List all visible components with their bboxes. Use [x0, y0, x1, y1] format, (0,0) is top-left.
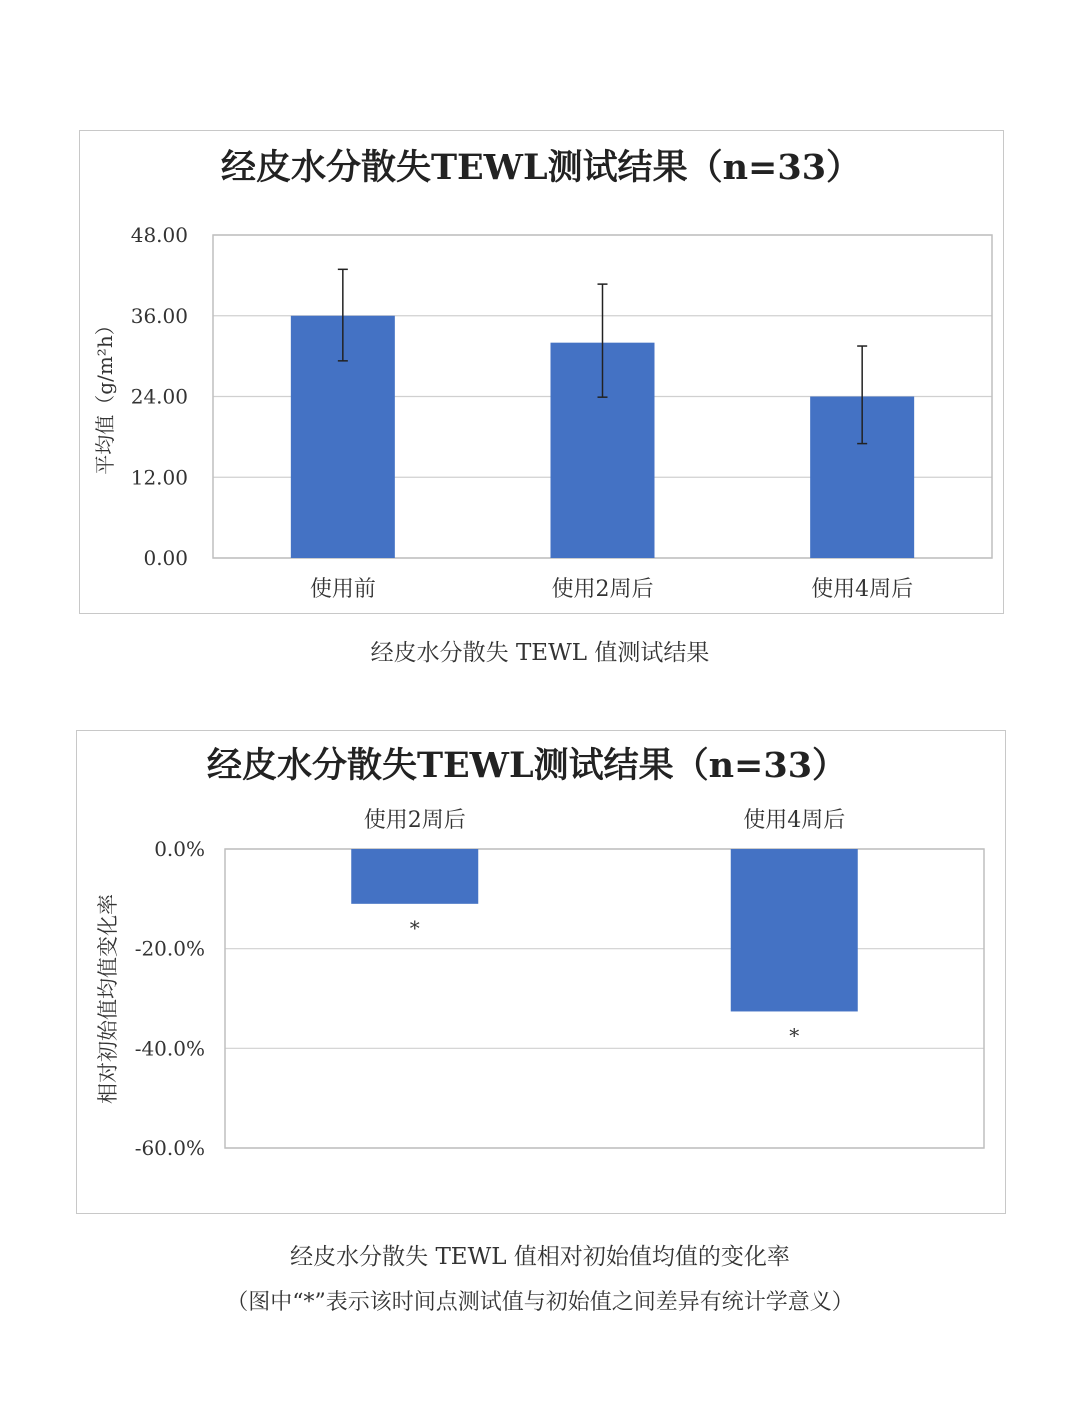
chart2-y-tick-label: -20.0% — [134, 936, 205, 961]
chart2-significance-marker: * — [789, 1023, 800, 1048]
chart1-title: 经皮水分散失TEWL测试结果（n=33） — [220, 147, 862, 188]
chart1-y-axis-title: 平均值（g/m²h） — [93, 315, 117, 475]
chart2-bar — [731, 849, 858, 1011]
chart1-y-tick-label: 0.00 — [143, 546, 188, 570]
chart2-significance-marker: * — [409, 915, 420, 940]
chart2-category-label: 使用2周后 — [363, 808, 466, 833]
chart1-y-tick-label: 36.00 — [130, 303, 188, 328]
chart1-category-label: 使用2周后 — [551, 577, 654, 602]
chart1-y-tick-label: 24.00 — [130, 384, 188, 409]
chart1-caption: 经皮水分散失 TEWL 值测试结果 — [370, 640, 710, 666]
chart2-title: 经皮水分散失TEWL测试结果（n=33） — [206, 745, 848, 786]
chart2-y-tick-label: -60.0% — [134, 1136, 205, 1160]
chart2-y-axis-title: 相对初始值均值变化率 — [96, 894, 120, 1104]
chart2-y-tick-label: 0.0% — [154, 837, 205, 861]
chart-tewl-change-rate-svg — [77, 731, 1005, 1213]
chart1-category-label: 使用前 — [309, 577, 376, 602]
chart1-y-tick-label: 12.00 — [130, 465, 188, 490]
chart2-y-tick-label: -40.0% — [134, 1036, 205, 1061]
chart-tewl-values — [79, 130, 1004, 614]
chart-tewl-values-svg — [80, 131, 1003, 613]
chart2-category-label: 使用4周后 — [743, 808, 846, 833]
chart2-plot-area — [225, 849, 984, 1148]
chart-tewl-change-rate — [76, 730, 1006, 1214]
chart2-caption-note: （图中“*”表示该时间点测试值与初始值之间差异有统计学意义） — [226, 1290, 854, 1315]
chart2-bar — [351, 849, 478, 904]
chart1-category-label: 使用4周后 — [811, 577, 914, 602]
chart1-y-tick-label: 48.00 — [130, 223, 188, 247]
chart2-caption: 经皮水分散失 TEWL 值相对初始值均值的变化率 — [290, 1244, 790, 1270]
